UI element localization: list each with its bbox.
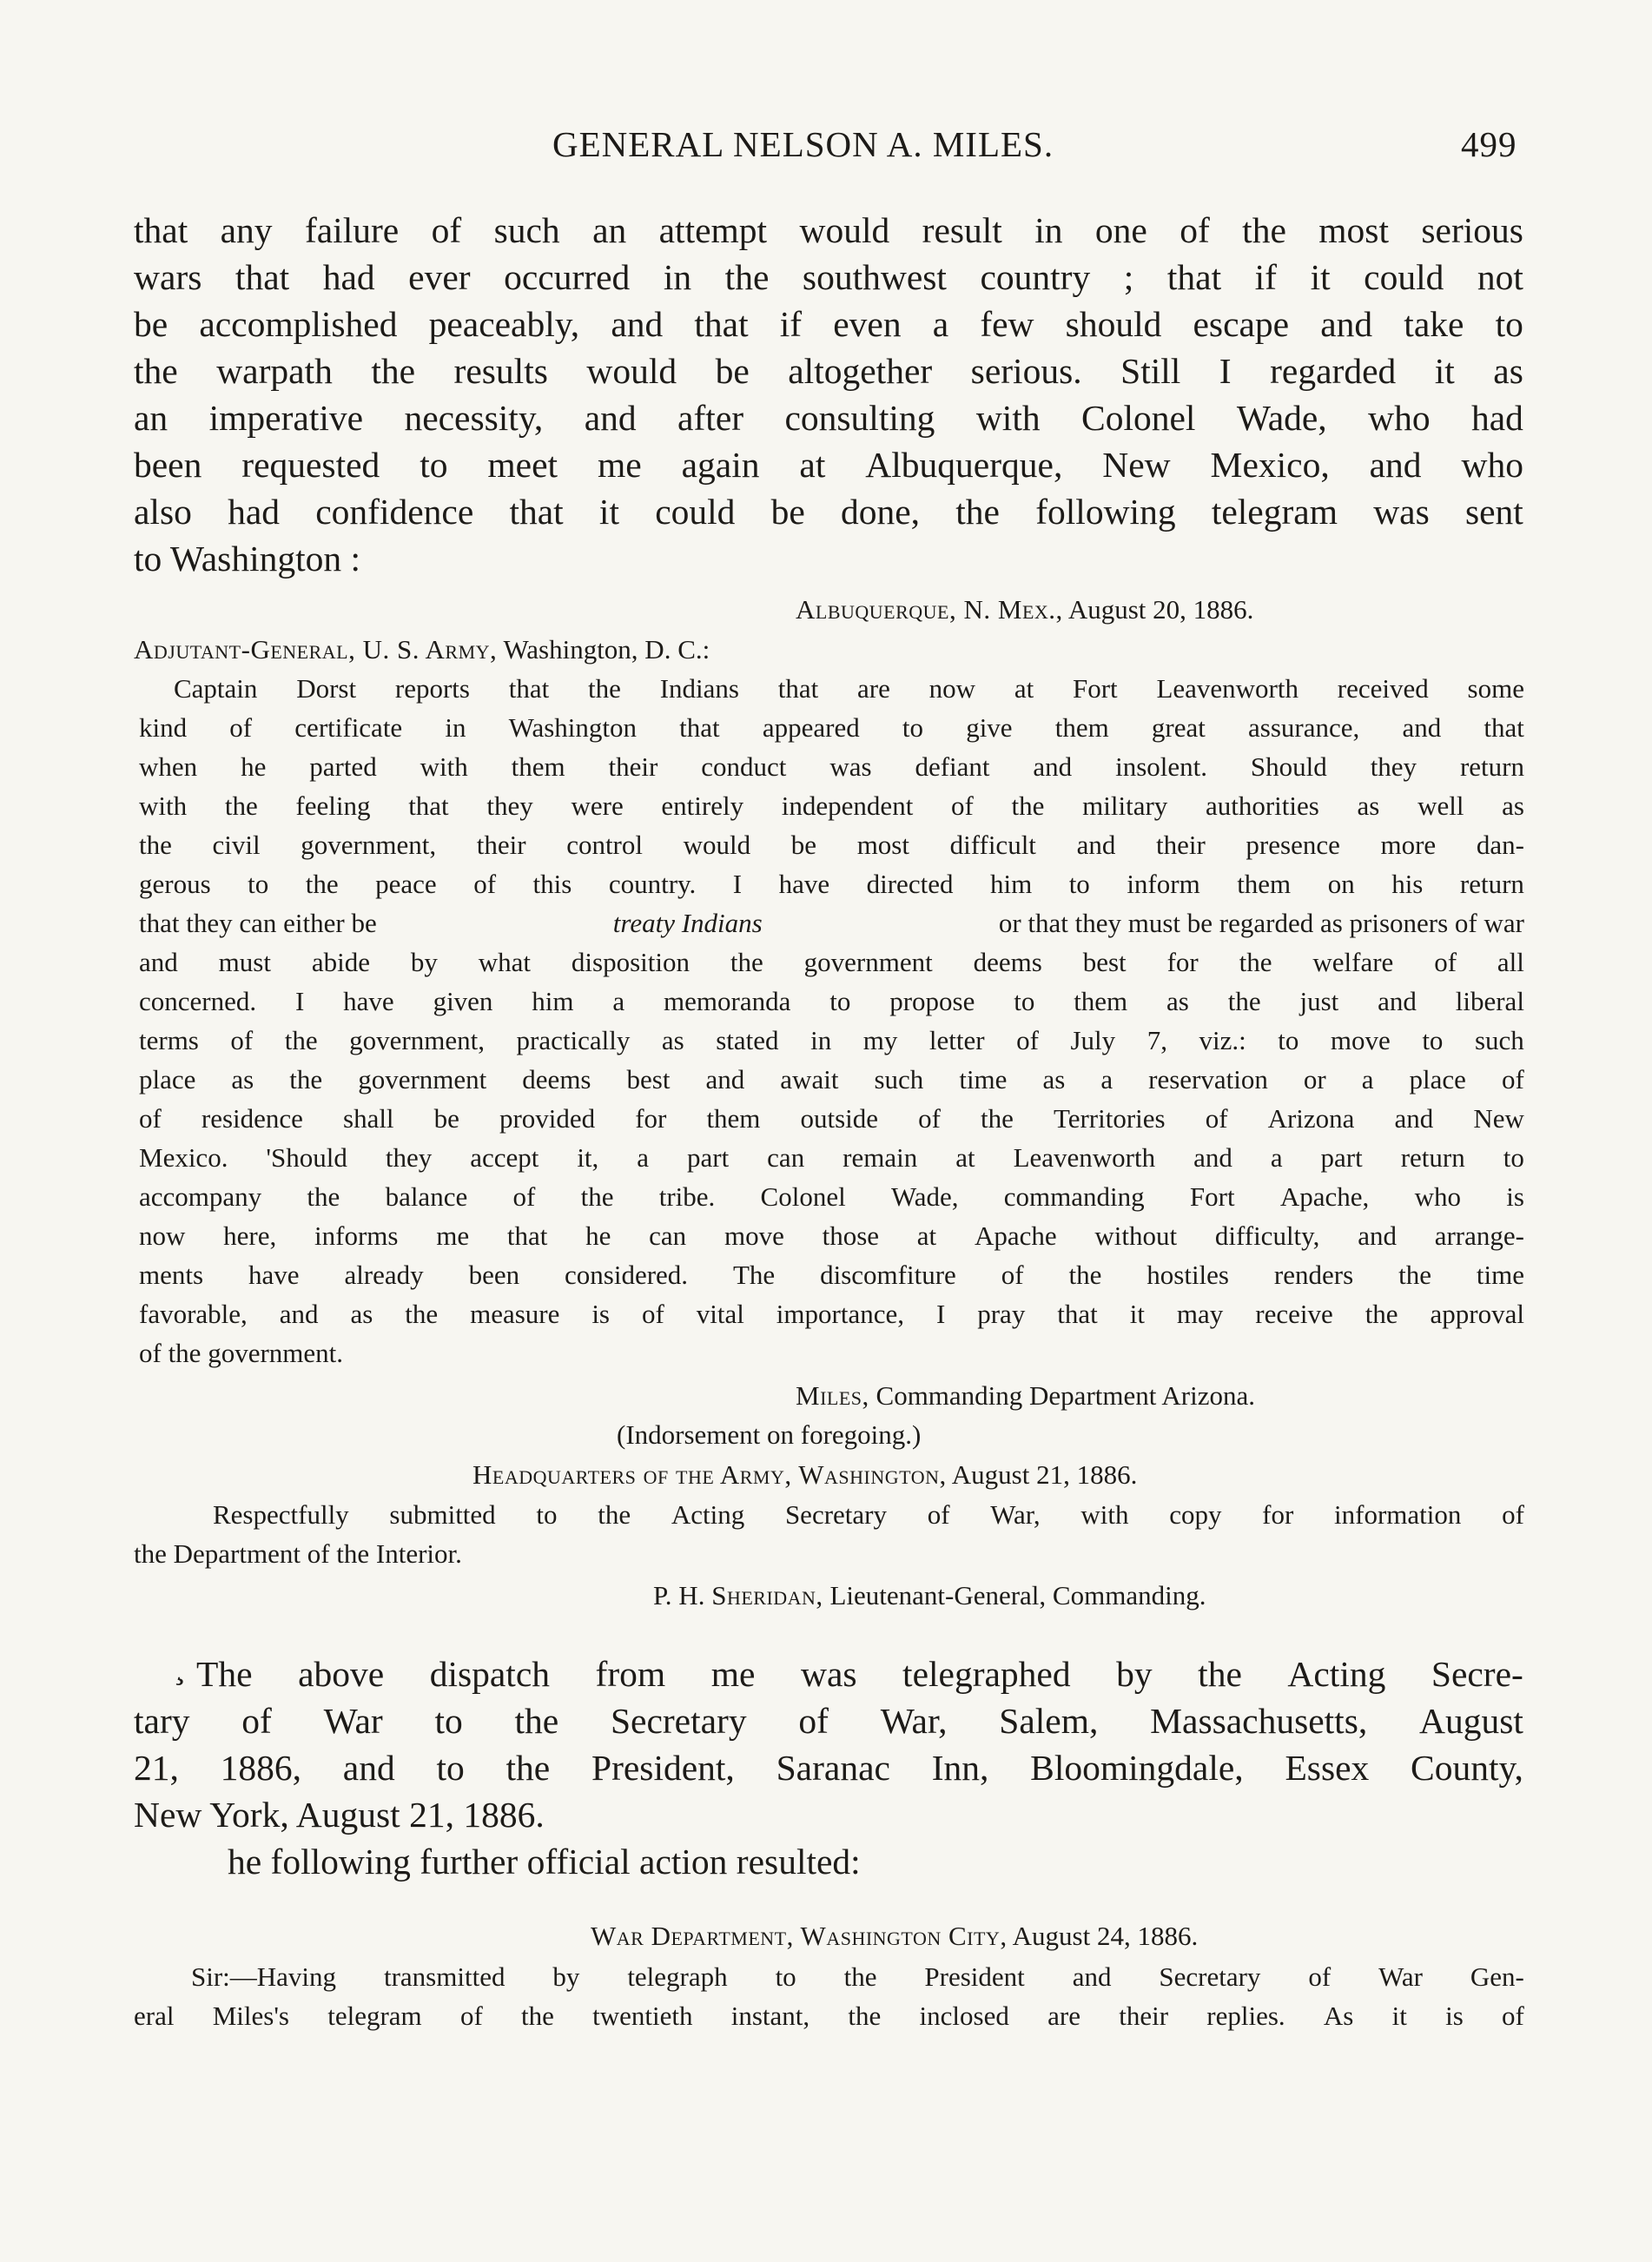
- war-dept-line: eral Miles's telegram of the twentieth instant, the inclosed are their replies. As it is of: [134, 2001, 1524, 2031]
- dateline-date: August 20, 1886.: [1067, 594, 1254, 625]
- dateline-place: Albuquerque, N. Mex.,: [796, 594, 1063, 625]
- indorsement-signature: [653, 1580, 1206, 1611]
- indorsement-line: the Department of the Interior.: [134, 1538, 462, 1569]
- page-number: 499: [1461, 124, 1517, 164]
- stray-mark: ¸: [174, 1645, 186, 1685]
- italic-treaty-indians: treaty Indians: [612, 908, 763, 938]
- telegram-line: accompany the balance of the tribe. Colonel Wade, commanding Fort Apache, who is: [139, 1181, 1524, 1212]
- telegram-line: of residence shall be provided for them outside of the Territories of Arizona and New: [139, 1103, 1524, 1134]
- intro-line: the warpath the results would be altogether serious. Still I regarded it as: [134, 351, 1523, 391]
- running-title: GENERAL NELSON A. MILES.: [552, 124, 1054, 164]
- signature-initials: P. H.: [653, 1580, 705, 1611]
- telegram-line: favorable, and as the measure is of vital importance, I pray that it may receive the approval: [139, 1299, 1524, 1329]
- narrative-line: The above dispatch from me was telegraphed by the Acting Secre-: [196, 1654, 1523, 1694]
- telegram-line: ments have already been considered. The discomfiture of the hostiles renders the time: [139, 1260, 1524, 1290]
- narrative-line: 21, 1886, and to the President, Saranac Inn, Bloomingdale, Essex County,: [134, 1748, 1523, 1788]
- addressee-title: Adjutant-General, U. S. Army,: [134, 634, 498, 665]
- telegram-line: with the feeling that they were entirely independent of the military authorities as well as: [139, 790, 1524, 821]
- intro-line: also had confidence that it could be done, the following telegram was sent: [134, 492, 1523, 532]
- intro-line: be accomplished peaceably, and that if even a few should escape and take to: [134, 304, 1523, 344]
- signature-name: Sheridan,: [711, 1580, 823, 1611]
- dateline-date: August 24, 1886.: [1012, 1921, 1199, 1951]
- narrative-line: New York, August 21, 1886.: [134, 1795, 545, 1835]
- signature-title: Lieutenant-General, Commanding.: [829, 1580, 1206, 1611]
- telegram-signature: [796, 1380, 1255, 1412]
- signature-name: Miles,: [796, 1380, 869, 1411]
- telegram-line: now here, informs me that he can move those at Apache without difficulty, and arrange-: [139, 1220, 1524, 1251]
- telegram-line: the civil government, their control would be most difficult and their presence more dan-: [139, 830, 1524, 860]
- telegram-line: and must abide by what disposition the government deems best for the welfare of all: [139, 947, 1524, 977]
- intro-line: that any failure of such an attempt would result in one of the most serious: [134, 210, 1523, 250]
- intro-line: an imperative necessity, and after consulting with Colonel Wade, who had: [134, 398, 1523, 438]
- intro-line: wars that had ever occurred in the southwest country ; that if it could not: [134, 257, 1523, 297]
- war-dept-line: Sir:—Having transmitted by telegraph to the President and Secretary of War Gen-: [191, 1961, 1524, 1992]
- dateline-date: August 21, 1886.: [951, 1459, 1138, 1490]
- telegram-line: gerous to the peace of this country. I have directed him to inform them on his return: [139, 869, 1524, 899]
- telegram-line: of the government.: [139, 1338, 344, 1368]
- telegram-line: kind of certificate in Washington that appeared to give them great assurance, and that: [139, 712, 1524, 743]
- telegram-line: when he parted with them their conduct was defiant and insolent. Should they return: [139, 751, 1524, 782]
- narrative-line: he following further official action resulted:: [228, 1842, 861, 1882]
- signature-title: Commanding Department Arizona.: [876, 1380, 1255, 1411]
- telegram-addressee: [134, 634, 710, 665]
- telegram-line: place as the government deems best and await such time as a reservation or a place of: [139, 1064, 1524, 1095]
- telegram-line: terms of the government, practically as stated in my letter of July 7, viz.: to move to such: [139, 1025, 1524, 1055]
- telegram-line: Mexico. 'Should they accept it, a part can remain at Leavenworth and a part return to: [139, 1142, 1524, 1173]
- dateline-place: War Department, Washington City,: [591, 1921, 1008, 1951]
- telegram-line: Captain Dorst reports that the Indians that are now at Fort Leavenworth received some: [174, 673, 1524, 704]
- indorsement-dateline: [472, 1459, 1137, 1491]
- war-dept-dateline: [591, 1921, 1198, 1952]
- telegram-line: concerned. I have given him a memoranda to propose to them as the just and liberal: [139, 986, 1524, 1016]
- telegram-dateline: [796, 594, 1253, 625]
- telegram-line: that they can either be treaty Indians or that they must be regarded as prisoners of war: [139, 908, 1524, 938]
- intro-line: been requested to meet me again at Albuquerque, New Mexico, and who: [134, 445, 1523, 485]
- indorsement-heading: (Indorsement on foregoing.): [617, 1419, 922, 1450]
- addressee-place: Washington, D. C.:: [503, 634, 710, 665]
- narrative-line: tary of War to the Secretary of War, Salem, Massachusetts, August: [134, 1701, 1523, 1741]
- indorsement-line: Respectfully submitted to the Acting Secretary of War, with copy for information of: [213, 1499, 1524, 1530]
- dateline-place: Headquarters of the Army, Washington,: [472, 1459, 947, 1490]
- intro-line: to Washington :: [134, 539, 361, 579]
